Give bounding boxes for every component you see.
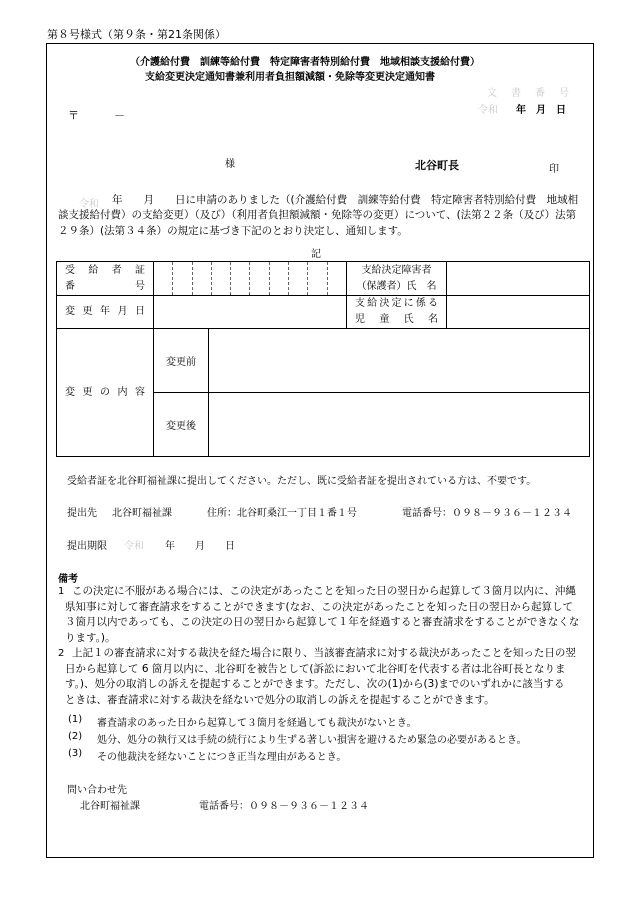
remark-2-line: ときは、審査請求に対する裁決を経ないで処分の取消しの訴えを提起することができます。: [65, 694, 495, 706]
remark-2-line: 日から起算して 6 箇月以内に、北谷町を被告として(訴訟において北谷町を代表する者は北谷町長となりま: [65, 663, 566, 675]
intro-line1: 年 月 日に申請のありました（(介護給付費 訓練等給付費 特定障害者特別給付費 地域相: [112, 194, 579, 206]
remark-1-line: ３箇月以内であっても、この決定の日の翌日から起算して１年を経過すると審査請求をすることができなくな: [65, 616, 580, 628]
change-date-field[interactable]: [154, 296, 347, 329]
form-number: 第８号様式（第９条・第21条関係）: [47, 28, 226, 41]
submit-dest-label: 提出先: [67, 508, 97, 519]
deadline-date: 年 月 日: [165, 541, 235, 552]
sub-item-text: その他裁決を経ないことにつき正当な理由があるとき。: [97, 752, 347, 763]
date-era-placeholder: 令和: [478, 105, 498, 116]
seal-mark: 印: [549, 164, 559, 175]
before-field[interactable]: [209, 329, 590, 393]
change-date-label: 変更年月日: [57, 296, 154, 329]
document-title: 支給変更決定通知書兼利用者負担額減額・免除等変更決定通知書: [145, 72, 435, 83]
issuer-name: 北谷町長: [415, 159, 459, 172]
submit-notice: 受給者証を北谷町福祉課に提出してください。ただし、既に受給者証を提出されている方は、不要です。: [67, 476, 537, 487]
child-name-label: 支給決定に係る 児 童 氏 名: [347, 296, 447, 329]
sub-item-number: (2): [68, 731, 83, 742]
before-label: 変更前: [154, 329, 209, 393]
sub-item-text: 処分、処分の執行又は手続の続行により生ずる著しい損害を避けるため緊急の必要があるとき。: [97, 735, 527, 746]
remark-2-number: 2: [58, 648, 65, 659]
submit-dest-value: 北谷町福祉課: [112, 508, 172, 519]
change-content-label: 変更の内容: [57, 329, 154, 457]
sub-item-number: (3): [68, 748, 83, 759]
postal-mark: 〒: [68, 109, 79, 122]
recipient-number-cells[interactable]: [154, 262, 347, 296]
after-label: 変更後: [154, 393, 209, 457]
remark-1-line: この決定に不服がある場合には、この決定があったことを知った日の翌日から起算して３箇月以内に、沖縄: [72, 585, 576, 597]
office-phone: 電話番号：０９８－９３６－１２３４: [402, 508, 572, 519]
issue-date: 年 月 日: [516, 105, 566, 116]
intro-era-placeholder: 令和: [79, 199, 99, 210]
remark-1-line: ります。)。: [65, 632, 116, 644]
after-field[interactable]: [209, 393, 590, 457]
beneficiary-name-label: 支給決定障害者 （保護者）氏 名: [347, 262, 447, 296]
document-number-placeholder: 文 書 番 号: [487, 88, 571, 99]
remark-1-line: 県知事に対して審査請求をすることができます(なお、この決定があったことを知った日の翌日から起算して: [65, 601, 573, 613]
contact-phone: 電話番号：０９８－９３６－１２３４: [199, 801, 369, 812]
contact-heading: 問い合わせ先: [67, 785, 127, 796]
child-name-field[interactable]: [447, 296, 590, 329]
remark-2-line: 上記１の審査請求に対する裁決を経た場合に限り、当該審査請求に対する裁決があったことを知った日の翌: [72, 647, 576, 659]
intro-line3: ２９条）(法第３４条）の規定に基づき下記のとおり決定し、通知します。: [58, 225, 408, 237]
details-table: [56, 261, 590, 457]
intro-line2: 談支援給付費）の支給変更）（及び）（利用者負担額減額・免除等の変更）について、(法第２２条（及び）法第: [58, 209, 577, 221]
ki-heading: 記: [311, 249, 321, 260]
deadline-label: 提出期限: [67, 541, 107, 552]
title-line1: （介護給付費 訓練等給付費 特定障害者特別給付費 地域相談支援給付費）: [130, 57, 480, 68]
honorific-sama: 様: [225, 159, 235, 170]
contact-office: 北谷町福祉課: [80, 801, 140, 812]
beneficiary-name-field[interactable]: [447, 262, 590, 296]
remarks-heading: 備考: [58, 574, 78, 585]
remark-1-number: 1: [58, 586, 65, 597]
remark-2-line: す。)、処分の取消しの訴えを提起することができます。ただし、次の(1)から(3)までのいずれかに該当する: [65, 678, 565, 690]
postal-dash: －: [114, 109, 125, 122]
sub-item-number: (1): [68, 714, 83, 725]
recipient-number-label: 受 給 者 証 番 号: [57, 262, 154, 296]
deadline-era-placeholder: 令和: [124, 541, 144, 552]
office-address: 住所：北谷町桑江一丁目１番１号: [207, 508, 357, 519]
sub-item-text: 審査請求のあった日から起算して３箇月を経過しても裁決がないとき。: [97, 718, 417, 729]
